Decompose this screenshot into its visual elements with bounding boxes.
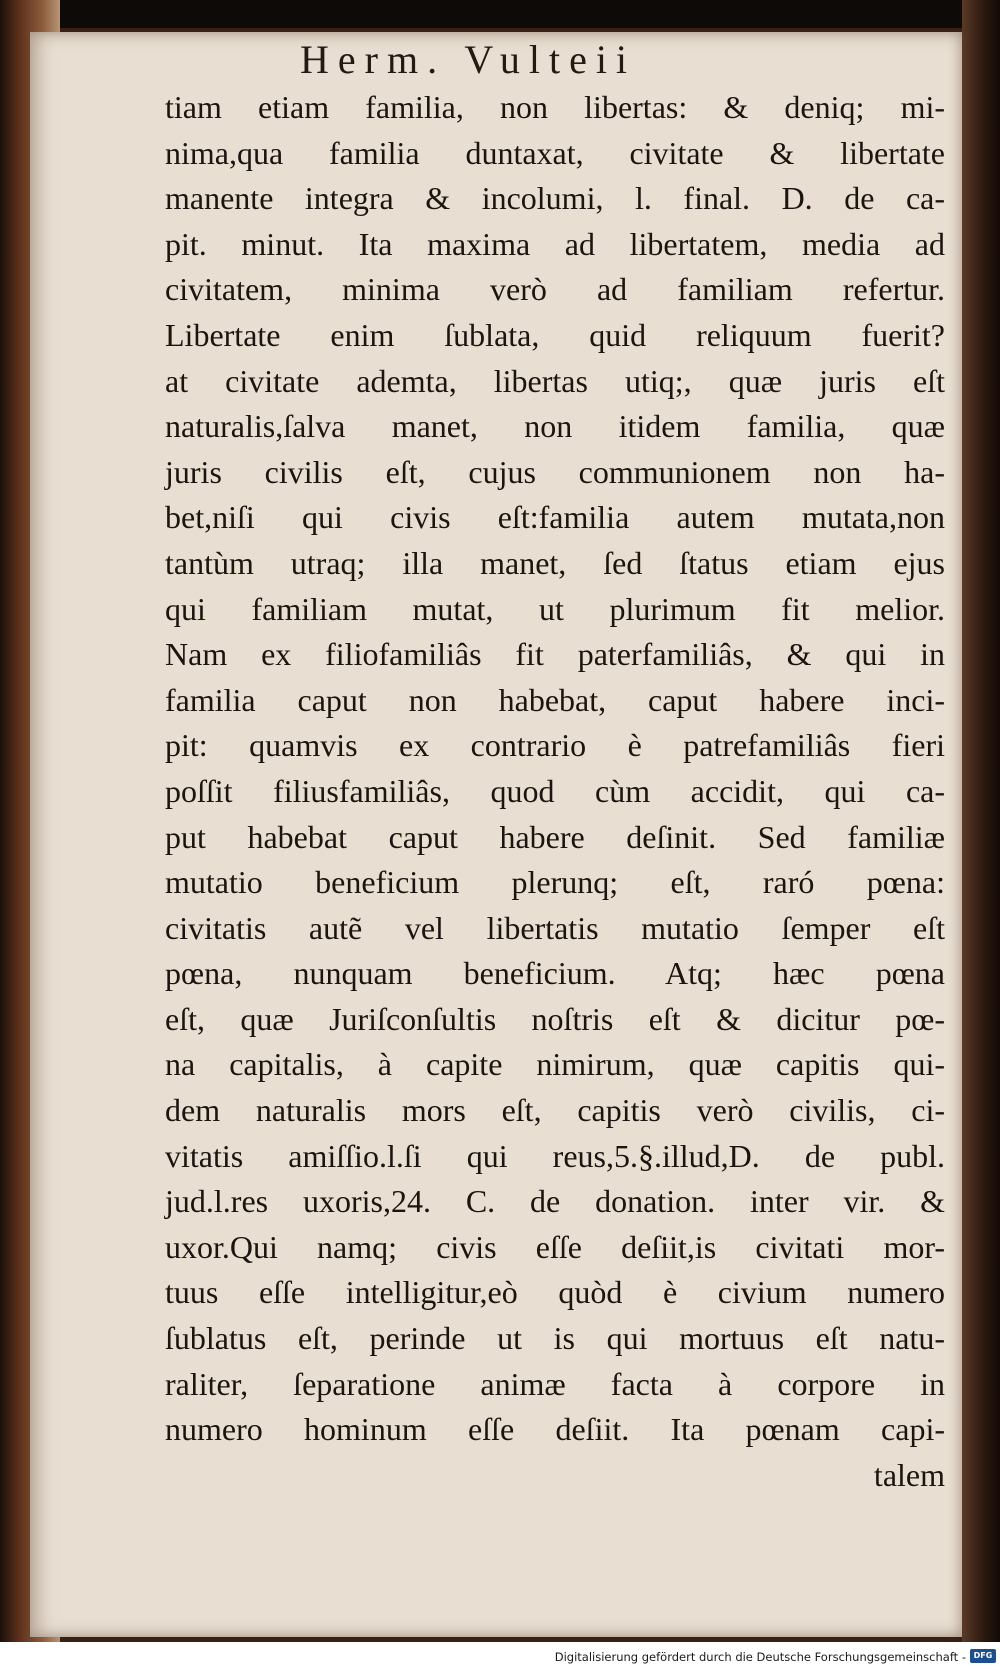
- text-line: familia caput non habebat, caput habere inci-: [165, 681, 945, 718]
- text-line: naturalis,ſalva manet, non itidem familia, quæ: [165, 408, 945, 445]
- text-line: Nam ex filiofamiliâs fit paterfamiliâs, & qui in: [165, 636, 945, 673]
- book-right-edge: [962, 0, 1000, 1642]
- text-line: nima,qua familia duntaxat, civitate & libertate: [165, 134, 945, 171]
- text-line: juris civilis eſt, cujus communionem non ha-: [165, 453, 945, 490]
- text-line: mutatio beneficium plerunq; eſt, raró pœna:: [165, 864, 945, 901]
- text-line: Libertate enim ſublata, quid reliquum fuerit?: [165, 316, 945, 353]
- text-line: ſublatus eſt, perinde ut is qui mortuus eſt natu-: [165, 1320, 945, 1357]
- text-line: numero hominum eſſe deſiit. Ita pœnam capi-: [165, 1411, 945, 1448]
- text-line: pit: quamvis ex contrario è patrefamiliâs fieri: [165, 727, 945, 764]
- text-line: raliter, ſeparatione animæ facta à corpore in: [165, 1365, 945, 1402]
- text-line: at civitate ademta, libertas utiq;, quæ juris eſt: [165, 362, 945, 399]
- text-line: pœna, nunquam beneficium. Atq; hæc pœna: [165, 955, 945, 992]
- body-text: [165, 85, 945, 1498]
- text-line: dem naturalis mors eſt, capitis verò civilis, ci-: [165, 1092, 945, 1129]
- text-line: tiam etiam familia, non libertas: & deniq; mi-: [165, 89, 945, 125]
- text-line: civitatis autẽ vel libertatis mutatio ſemper eſt: [165, 909, 945, 946]
- text-line: tantùm utraq; illa manet, ſed ſtatus etiam ejus: [165, 544, 945, 581]
- text-line: put habebat caput habere deſinit. Sed familiæ: [165, 818, 945, 855]
- catchword: talem: [873, 1456, 945, 1493]
- text-line: poſſit filiusfamiliâs, quod cùm accidit, qui ca-: [165, 772, 945, 809]
- text-line: uxor.Qui namq; civis eſſe deſiit,is civitati mor-: [165, 1228, 945, 1265]
- text-line: jud.l.res uxoris,24. C. de donation. inter vir. &: [165, 1183, 945, 1220]
- text-line: civitatem, minima verò ad familiam refertur.: [165, 271, 945, 308]
- text-line: na capitalis, à capite nimirum, quæ capitis qui-: [165, 1046, 945, 1083]
- running-head: Herm. Vulteii: [300, 37, 637, 82]
- text-line: tuus eſſe intelligitur,eò quòd è civium numero: [165, 1274, 945, 1311]
- text-line: bet,niſi qui civis eſt:familia autem mutata,non: [165, 499, 945, 536]
- text-line: pit. minut. Ita maxima ad libertatem, media ad: [165, 225, 945, 262]
- text-line: manente integra & incolumi, l. final. D. de ca-: [165, 180, 945, 217]
- text-line: eſt, quæ Juriſconſultis noſtris eſt & dicitur pœ-: [165, 1000, 945, 1037]
- scan-top-edge: [0, 0, 1000, 28]
- footer-credit: Digitalisierung gefördert durch die Deutsche Forschungsgemeinschaft -: [554, 1650, 966, 1664]
- dfg-logo-icon: DFG: [970, 1649, 996, 1663]
- text-line: qui familiam mutat, ut plurimum fit melior.: [165, 590, 945, 627]
- text-line: vitatis amiſſio.l.ſi qui reus,5.§.illud,D. de publ.: [165, 1137, 945, 1174]
